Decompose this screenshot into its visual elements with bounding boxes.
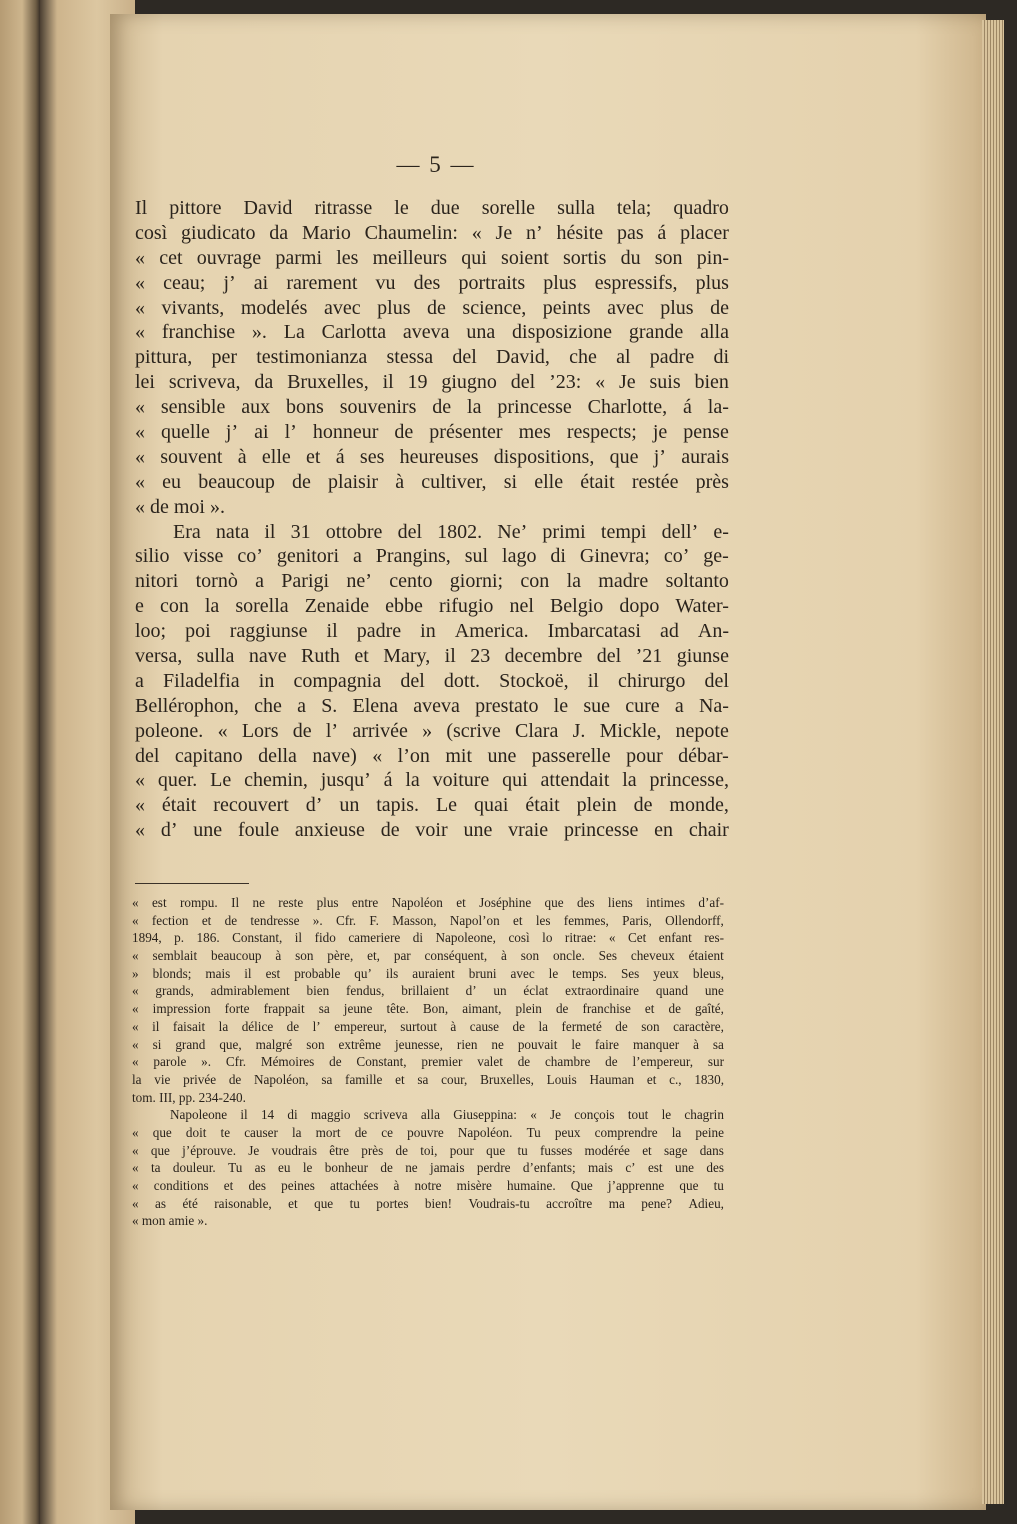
body-line: Il pittore David ritrasse le due sorelle sulla tela; quadro	[135, 197, 729, 219]
body-line: « franchise ». La Carlotta aveva una disposizione grande alla	[135, 321, 729, 344]
footnote-line: « est rompu. Il ne reste plus entre Napoléon et Joséphine que des liens intimes d’af-	[132, 895, 724, 910]
body-line: versa, sulla nave Ruth et Mary, il 23 decembre del ’21 giunse	[135, 645, 729, 668]
body-line: Bellérophon, che a S. Elena aveva prestato le sue cure a Na-	[135, 694, 729, 717]
body-line: « souvent à elle et á ses heureuses dispositions, que j’ aurais	[135, 445, 729, 468]
footnote-line: « conditions et des peines attachées à notre misère humaine. Que j’apprenne que tu	[132, 1178, 724, 1193]
footnote-line: la vie privée de Napoléon, sa famille et sa cour, Bruxelles, Louis Hauman et c., 1830,	[132, 1071, 724, 1087]
footnote-line: « semblait beaucoup à son père, et, par conséquent, à son oncle. Ses cheveux étaient	[132, 948, 724, 964]
body-line: « ceau; j’ ai rarement vu des portraits plus espressifs, plus	[135, 271, 729, 294]
body-line: « de moi ».	[135, 495, 225, 518]
footnote-line: Napoleone il 14 di maggio scriveva alla Giuseppina: « Je conçois tout le chagrin	[170, 1107, 724, 1123]
body-line: « vivants, modelés avec plus de science, peints avec plus de	[135, 296, 729, 319]
body-line: del capitano della nave) « l’on mit une passerelle pour débar-	[135, 744, 729, 767]
page-stack-edge	[982, 20, 1004, 1504]
body-line: pittura, per testimonianza stessa del David, che al padre di	[135, 346, 729, 369]
body-line: nitori tornò a Parigi ne’ cento giorni; con la madre soltanto	[135, 570, 729, 593]
footnote-line: « si grand que, malgré son extrême jeunesse, rien ne pouvait le faire manquer à sa	[132, 1036, 724, 1052]
footnote-line: 1894, p. 186. Constant, il fido cameriere di Napoleone, così lo ritrae: « Cet enfant res-	[132, 930, 724, 946]
body-line: « était recouvert d’ un tapis. Le quai était plein de monde,	[135, 794, 729, 817]
body-line: « quelle j’ ai l’ honneur de présenter mes respects; je pense	[135, 421, 729, 444]
footnote-line: « parole ». Cfr. Mémoires de Constant, premier valet de chambre de l’empereur, sur	[132, 1054, 724, 1070]
body-line: a Filadelfia in compagnia del dott. Stockoë, il chirurgo del	[135, 669, 729, 692]
footnote-line: « que j’éprouve. Je voudrais être près de toi, pour que tu fusses modérée et sage dans	[132, 1142, 724, 1158]
footnote-line: « il faisait la délice de l’ empereur, surtout à cause de la fermeté de son caractère,	[132, 1018, 724, 1034]
body-line: « d’ une foule anxieuse de voir une vraie princesse en chair	[135, 819, 729, 842]
book-cover-edge	[0, 0, 40, 1524]
body-line: lei scriveva, da Bruxelles, il 19 giugno del ’23: « Je suis bien	[135, 371, 729, 394]
page-number: — 5 —	[396, 152, 476, 177]
main-text-block	[135, 196, 729, 843]
footnote-line: tom. III, pp. 234-240.	[132, 1089, 246, 1105]
body-line: « quer. Le chemin, jusqu’ á la voiture qui attendait la princesse,	[135, 769, 729, 792]
footnote-line: « ta douleur. Tu as eu le bonheur de ne jamais perdre d’enfants; mais c’ est une des	[132, 1160, 724, 1176]
body-line: poleone. « Lors de l’ arrivée » (scrive Clara J. Mickle, nepote	[135, 719, 729, 742]
body-line: « eu beaucoup de plaisir à cultiver, si elle était restée près	[135, 470, 729, 493]
footnote-line: « impression forte frappait sa jeune tête. Bon, aimant, plein de franchise et de gaîté,	[132, 1001, 724, 1017]
body-line: « cet ouvrage parmi les meilleurs qui soient sortis du son pin-	[135, 246, 729, 269]
body-line: « sensible aux bons souvenirs de la princesse Charlotte, á la-	[135, 396, 729, 419]
footnote-line: « as été raisonable, et que tu portes bien! Voudrais-tu accroître ma pene? Adieu,	[132, 1195, 724, 1211]
body-line: silio visse co’ genitori a Prangins, sul lago di Ginevra; co’ ge-	[135, 545, 729, 568]
footnote-line: « mon amie ».	[132, 1213, 208, 1229]
footnote-line: « fection et de tendresse ». Cfr. F. Masson, Napol’on et les femmes, Paris, Ollendorff,	[132, 912, 724, 928]
footnotes-block	[132, 894, 724, 1230]
footnote-line: « que doit te causer la mort de ce pouvre Napoléon. Tu peux comprendre la peine	[132, 1124, 724, 1140]
body-line: Era nata il 31 ottobre del 1802. Ne’ primi tempi dell’ e-	[173, 520, 729, 543]
body-line: loo; poi raggiunse il padre in America. Imbarcatasi ad An-	[135, 620, 729, 643]
footnote-rule	[135, 883, 249, 884]
body-line: così giudicato da Mario Chaumelin: « Je n’ hésite pas á placer	[135, 221, 729, 244]
body-line: e con la sorella Zenaide ebbe rifugio nel Belgio dopo Water-	[135, 595, 729, 618]
footnote-line: » blonds; mais il est probable qu’ ils auraient bruni avec le temps. Ses yeux bleus,	[132, 965, 724, 981]
footnote-line: « grands, admirablement bien fendus, brillaient d’ un éclat extraordinaire quand une	[132, 983, 724, 999]
